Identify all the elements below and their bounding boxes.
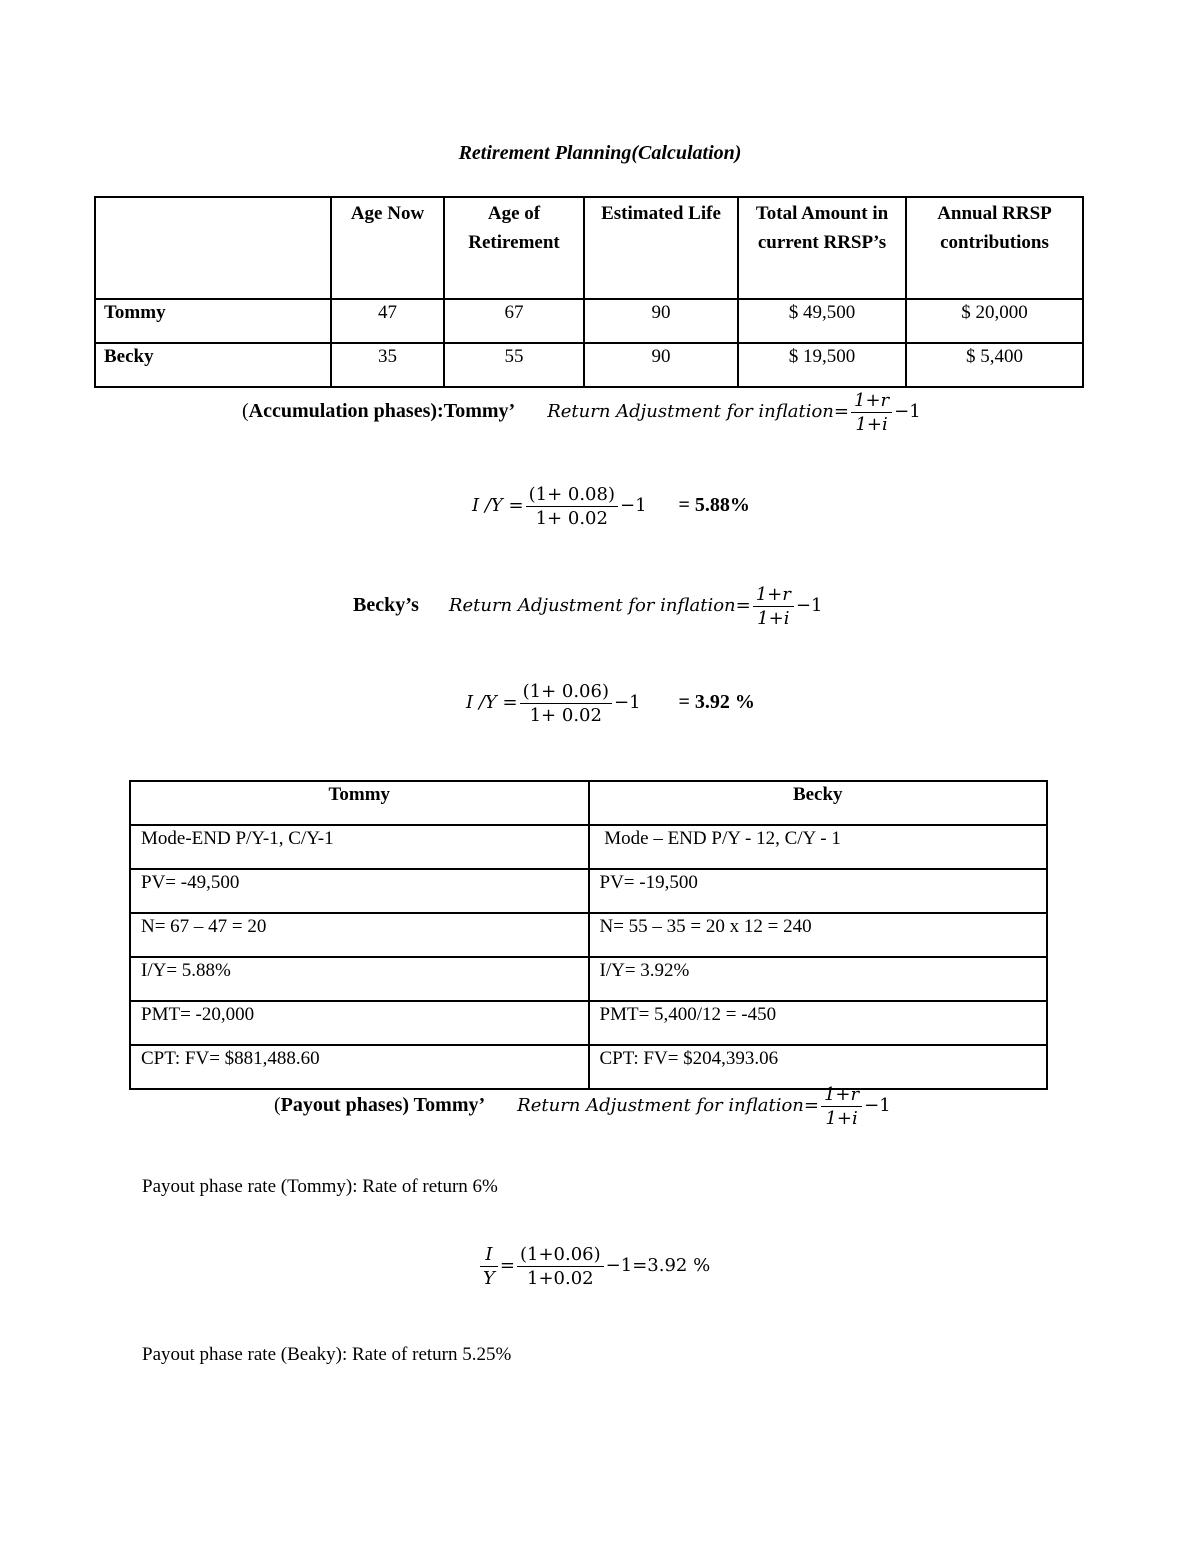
formula-minus-one: −1 (795, 595, 823, 617)
summary-header-row (95, 197, 1083, 299)
payout-formula (274, 1084, 891, 1129)
accumulation-formula (242, 390, 921, 435)
formula-fraction (753, 584, 794, 629)
table-cell: $ 20,000 (906, 299, 1083, 343)
fraction-denominator: Y (483, 1268, 495, 1289)
table-cell: Mode – END P/Y - 12, C/Y - 1 (589, 825, 1048, 869)
table-row (130, 1001, 1047, 1045)
payout-label: Payout phases (280, 1094, 403, 1117)
table-cell: Mode-END P/Y-1, C/Y-1 (130, 825, 589, 869)
table-row (130, 825, 1047, 869)
table-cell: I/Y= 3.92% (589, 957, 1048, 1001)
table-cell: $ 5,400 (906, 343, 1083, 387)
calc-header-cell: Tommy (130, 781, 589, 825)
summary-header-cell: Age Now (331, 197, 444, 299)
formula-lhs: Return Adjustment for inflation= (517, 1095, 819, 1117)
fraction-numerator: (1+ 0.08) (526, 484, 618, 507)
formula-minus-one: −1 (894, 401, 921, 423)
page-title: Retirement Planning(Calculation) (458, 142, 742, 164)
iy-fraction (526, 484, 618, 529)
becky-label: Becky’s (353, 594, 419, 617)
iy-minus-one: −1 (613, 692, 641, 714)
iy-fraction (520, 681, 612, 726)
formula-fraction (851, 390, 892, 435)
table-cell: 90 (584, 343, 738, 387)
iy-result: −1=3.92 % (605, 1255, 711, 1277)
table-cell: PMT= 5,400/12 = -450 (589, 1001, 1048, 1045)
table-row (130, 869, 1047, 913)
table-cell: I/Y= 5.88% (130, 957, 589, 1001)
payout-label-close: ) Tommy’ (402, 1094, 486, 1117)
summary-header-cell: Estimated Life (584, 197, 738, 299)
fraction-denominator: 1+ 0.02 (535, 508, 608, 529)
table-cell: N= 55 – 35 = 20 x 12 = 240 (589, 913, 1048, 957)
table-cell: 67 (444, 299, 584, 343)
fraction-denominator: 1+0.02 (527, 1268, 594, 1289)
iy-lhs: I /Y = (466, 692, 518, 714)
fraction-numerator: 1+r (753, 584, 794, 607)
table-cell: Becky (95, 343, 331, 387)
summary-header-cell: Annual RRSP contributions (906, 197, 1083, 299)
accumulation-label-close: ):Tommy’ (430, 400, 516, 423)
table-row (95, 343, 1083, 387)
table-cell: 35 (331, 343, 444, 387)
iy-lhs-fraction (480, 1244, 498, 1289)
iy-lhs: I /Y = (472, 495, 524, 517)
table-cell: 55 (444, 343, 584, 387)
formula-lhs: Return Adjustment for inflation= (448, 595, 751, 617)
becky-iy-formula (466, 681, 755, 726)
becky-formula (353, 584, 822, 629)
table-cell: CPT: FV= $881,488.60 (130, 1045, 589, 1089)
table-cell: PMT= -20,000 (130, 1001, 589, 1045)
fraction-numerator: (1+ 0.06) (520, 681, 612, 704)
fraction-numerator: (1+0.06) (517, 1244, 604, 1267)
fraction-numerator: I (480, 1244, 498, 1267)
table-cell: PV= -19,500 (589, 869, 1048, 913)
iy-minus-one: −1 (619, 495, 647, 517)
summary-header-cell: Total Amount in current RRSP’s (738, 197, 906, 299)
fraction-denominator: 1+i (757, 608, 790, 629)
table-row (130, 913, 1047, 957)
becky-payout-rate: Payout phase rate (Beaky): Rate of return 5.25% (142, 1344, 512, 1365)
table-cell: Tommy (95, 299, 331, 343)
table-row (130, 1045, 1047, 1089)
table-cell: $ 49,500 (738, 299, 906, 343)
formula-fraction (821, 1084, 862, 1129)
table-row (130, 957, 1047, 1001)
table-cell: N= 67 – 47 = 20 (130, 913, 589, 957)
summary-header-cell: Age of Retirement (444, 197, 584, 299)
payout-iy-formula (478, 1244, 710, 1289)
accumulation-label-open: ( (242, 400, 249, 423)
formula-lhs: Return Adjustment for inflation= (547, 401, 849, 423)
summary-table (94, 196, 1084, 388)
fraction-numerator: 1+r (821, 1084, 862, 1107)
formula-minus-one: −1 (864, 1095, 891, 1117)
iy-result: = 3.92 % (678, 691, 755, 714)
fraction-numerator: 1+r (851, 390, 892, 413)
table-cell: PV= -49,500 (130, 869, 589, 913)
iy-fraction (517, 1244, 604, 1289)
calc-header-cell: Becky (589, 781, 1048, 825)
calc-table (129, 780, 1048, 1090)
tommy-iy-formula (472, 484, 750, 529)
fraction-denominator: 1+ 0.02 (529, 705, 602, 726)
table-cell: 90 (584, 299, 738, 343)
payout-label-open: ( (274, 1094, 281, 1117)
iy-result: = 5.88% (678, 494, 750, 517)
accumulation-label: Accumulation phases (248, 400, 431, 423)
table-cell: 47 (331, 299, 444, 343)
fraction-denominator: 1+i (855, 414, 888, 435)
fraction-denominator: 1+i (825, 1108, 858, 1129)
tommy-payout-rate: Payout phase rate (Tommy): Rate of return 6% (142, 1176, 498, 1197)
table-row (95, 299, 1083, 343)
summary-header-cell (95, 197, 331, 299)
table-cell: $ 19,500 (738, 343, 906, 387)
table-cell: CPT: FV= $204,393.06 (589, 1045, 1048, 1089)
calc-header-row (130, 781, 1047, 825)
equals-sign: = (499, 1255, 515, 1277)
